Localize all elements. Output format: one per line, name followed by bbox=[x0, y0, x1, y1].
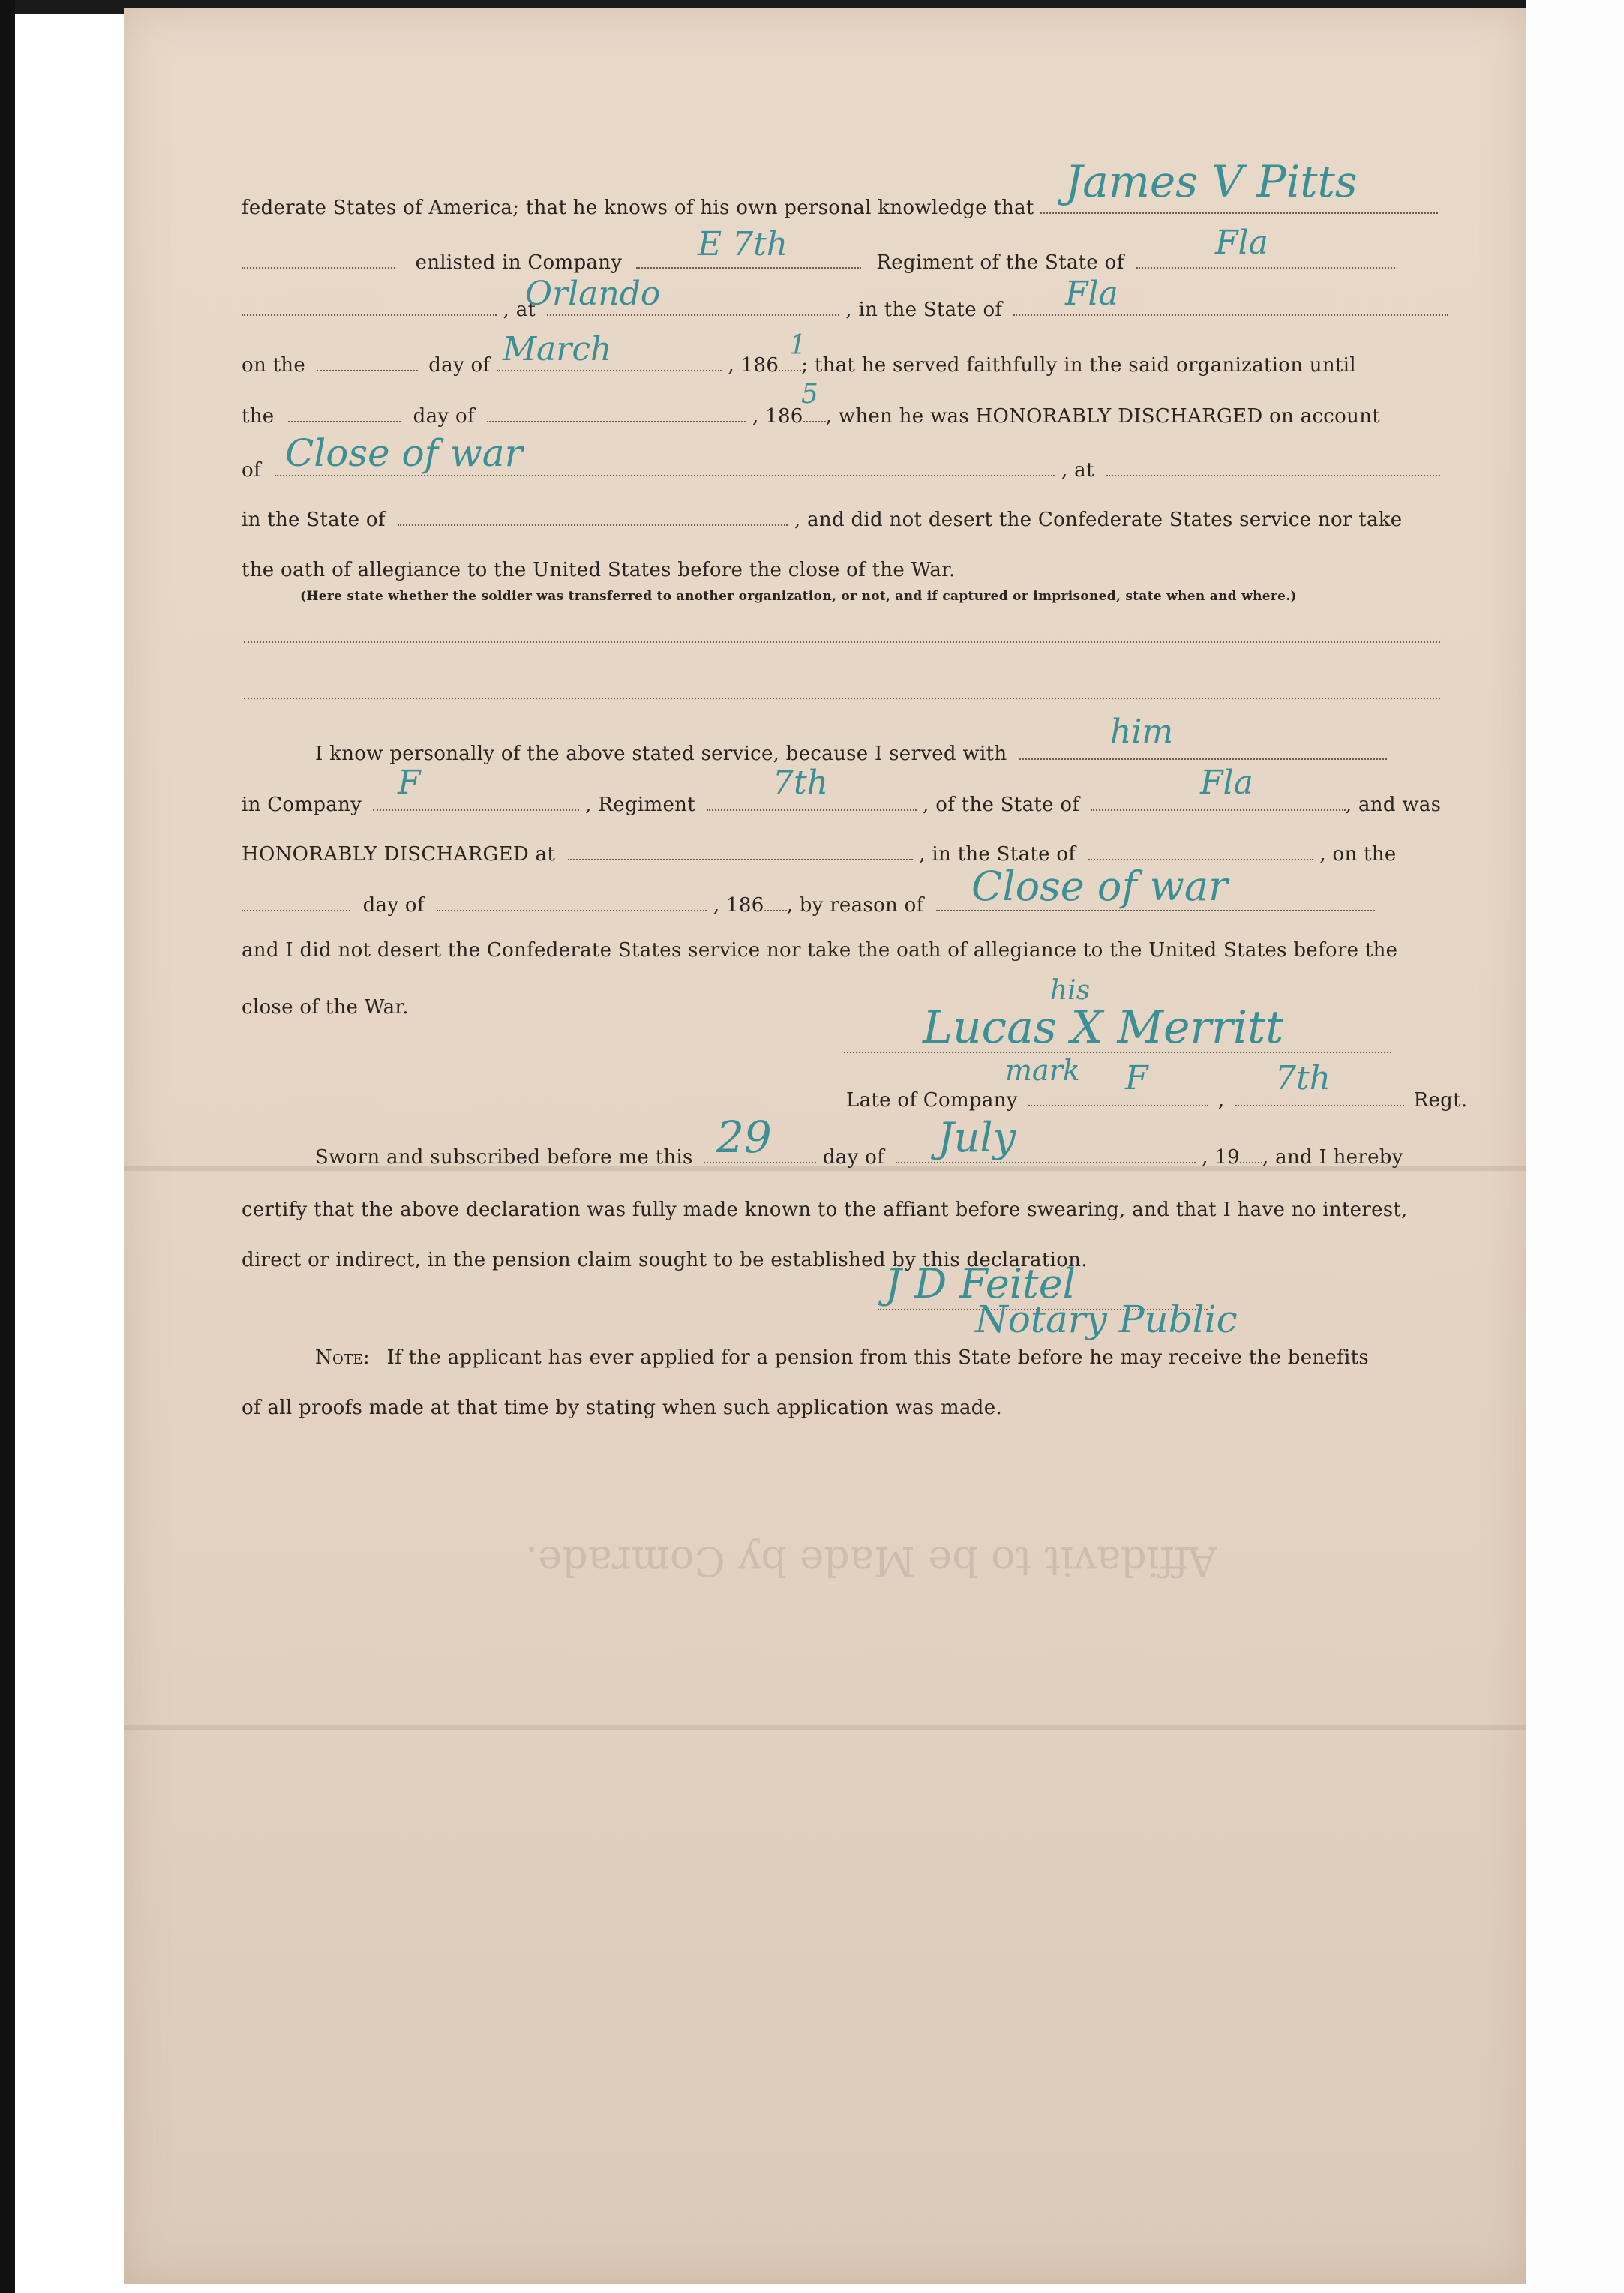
form-text: , when he was HONORABLY DISCHARGED on account bbox=[825, 405, 1380, 428]
form-text: Late of Company bbox=[846, 1089, 1018, 1112]
form-text: of all proofs made at that time by stating when such application was made. bbox=[242, 1397, 1002, 1419]
form-text: HONORABLY DISCHARGED at bbox=[242, 843, 556, 866]
form-text: day of bbox=[822, 1146, 885, 1169]
form-text: , in the State of bbox=[919, 843, 1076, 866]
form-text: If the applicant has ever applied for a pension from this State before he may receive the benefits bbox=[386, 1346, 1370, 1369]
blank-field bbox=[1091, 806, 1346, 811]
blank-field bbox=[437, 907, 707, 911]
scan-right-margin bbox=[1526, 0, 1624, 2293]
form-text: , 19 bbox=[1202, 1146, 1241, 1169]
form-text: day of bbox=[428, 354, 491, 377]
form-text: close of the War. bbox=[242, 996, 409, 1019]
handwritten-place: Orlando bbox=[525, 275, 661, 313]
form-text: , on the bbox=[1319, 843, 1397, 866]
blank-field bbox=[636, 264, 861, 269]
handwritten-name: James V Pitts bbox=[1065, 156, 1358, 207]
notary-title: Notary Public bbox=[975, 1298, 1238, 1341]
signature-line bbox=[844, 1052, 1391, 1053]
blank-field bbox=[1019, 755, 1387, 760]
form-text: of bbox=[242, 459, 261, 482]
form-text: , and did not desert the Confederate States service nor take bbox=[794, 509, 1403, 531]
form-text: , 186 bbox=[728, 354, 779, 377]
blank-field bbox=[1136, 264, 1395, 269]
form-text: enlisted in Company bbox=[415, 251, 623, 274]
form-text: , 186 bbox=[713, 894, 764, 917]
notary-signature: J D Feitel bbox=[885, 1260, 1076, 1307]
blank-field bbox=[242, 907, 350, 911]
form-text: , of the State of bbox=[923, 794, 1080, 816]
form-line bbox=[315, 1146, 1403, 1169]
form-instruction: (Here state whether the soldier was transferred to another organization, or not, and if captured or imprisoned, state when and where.) bbox=[300, 589, 1297, 604]
blank-field bbox=[288, 418, 401, 422]
handwritten-month: March bbox=[503, 330, 612, 368]
form-line bbox=[242, 509, 1403, 531]
blank-field bbox=[1235, 1102, 1404, 1106]
form-text: , Regiment bbox=[585, 794, 695, 816]
blank-field bbox=[1088, 856, 1313, 860]
form-line: Late of Company , Regt. bbox=[846, 1089, 1468, 1112]
form-line bbox=[315, 743, 1387, 765]
handwritten-cause: Close of war bbox=[285, 431, 523, 475]
handwritten-company: F bbox=[398, 764, 421, 802]
form-line bbox=[242, 299, 1448, 321]
form-line bbox=[242, 1199, 1408, 1221]
form-text: Regt. bbox=[1413, 1089, 1468, 1112]
blank-field bbox=[803, 418, 826, 422]
handwritten-company: E 7th bbox=[698, 225, 788, 263]
form-text: Regiment of the State of bbox=[876, 251, 1124, 274]
form-text: on the bbox=[242, 354, 306, 377]
blank-field bbox=[1106, 472, 1440, 476]
form-line bbox=[242, 939, 1397, 962]
form-text: in Company bbox=[242, 794, 362, 816]
paper-fold bbox=[124, 1725, 1526, 1730]
form-text: , at bbox=[1061, 459, 1094, 482]
handwritten-late-company: F bbox=[1125, 1059, 1148, 1097]
handwritten-sworn-month: July bbox=[938, 1114, 1016, 1161]
note-label: Note: bbox=[315, 1346, 370, 1369]
form-text: , at bbox=[503, 299, 536, 321]
blank-field bbox=[373, 806, 579, 811]
form-text: the bbox=[242, 405, 275, 428]
form-line bbox=[242, 794, 1441, 816]
blank-field bbox=[568, 856, 913, 860]
form-line bbox=[242, 996, 409, 1019]
form-text: , and I hereby bbox=[1262, 1146, 1403, 1169]
form-text: certify that the above declaration was fully made known to the affiant before swearing, and that I have no interest, bbox=[242, 1199, 1408, 1221]
blank-field bbox=[244, 641, 1440, 643]
blank-field bbox=[1028, 1102, 1208, 1106]
handwritten-reason: Close of war bbox=[971, 863, 1228, 910]
handwritten-mark: mark bbox=[1005, 1054, 1080, 1087]
handwritten-regiment: 7th bbox=[773, 764, 829, 802]
blank-field bbox=[779, 367, 801, 371]
blank-field bbox=[1240, 1159, 1262, 1163]
blank-field bbox=[487, 418, 746, 422]
form-text: Sworn and subscribed before me this bbox=[315, 1146, 693, 1169]
bleed-through-title: Affidavit to be Made by Comrade. bbox=[525, 1538, 1217, 1585]
blank-field bbox=[1040, 209, 1438, 214]
form-text: day of bbox=[362, 894, 425, 917]
handwritten-sworn-day: 29 bbox=[716, 1112, 772, 1163]
blank-field bbox=[244, 698, 1440, 699]
scan-left-edge bbox=[0, 0, 15, 2293]
form-text: in the State of bbox=[242, 509, 386, 531]
form-line bbox=[242, 1397, 1002, 1419]
handwritten-year-digit: 5 bbox=[801, 379, 818, 410]
form-text: and I did not desert the Confederate States service nor take the oath of allegiance to the United States before the bbox=[242, 939, 1398, 962]
form-text: ; that he served faithfully in the said organization until bbox=[801, 354, 1356, 377]
handwritten-late-regt: 7th bbox=[1275, 1059, 1331, 1097]
handwritten-state: Fla bbox=[1065, 275, 1118, 313]
handwritten-state: Fla bbox=[1215, 224, 1268, 262]
blank-field bbox=[764, 907, 787, 911]
form-text: , and was bbox=[1345, 794, 1442, 816]
form-line bbox=[242, 559, 956, 581]
signature: Lucas X Merritt bbox=[923, 1001, 1284, 1054]
form-line bbox=[315, 1346, 1369, 1369]
blank-field bbox=[242, 311, 497, 316]
form-text: day of bbox=[413, 405, 475, 428]
blank-field bbox=[707, 806, 917, 811]
blank-field bbox=[398, 521, 788, 526]
handwritten-his: his bbox=[1050, 975, 1091, 1006]
form-text: , by reason of bbox=[786, 894, 924, 917]
handwritten-served-with: him bbox=[1110, 713, 1174, 751]
form-text: direct or indirect, in the pension claim sought to be established by this declaration. bbox=[242, 1249, 1088, 1271]
form-text: , in the State of bbox=[845, 299, 1003, 321]
handwritten-year-digit: 1 bbox=[789, 330, 806, 361]
form-text: the oath of allegiance to the United States before the close of the War. bbox=[242, 559, 956, 581]
form-text: , 186 bbox=[752, 405, 803, 428]
form-text: I know personally of the above stated service, because I served with bbox=[315, 743, 1007, 765]
handwritten-state: Fla bbox=[1200, 764, 1253, 802]
blank-field bbox=[242, 264, 395, 269]
blank-field bbox=[317, 367, 418, 371]
form-text: federate States of America; that he knows of his own personal knowledge that bbox=[242, 197, 1034, 219]
